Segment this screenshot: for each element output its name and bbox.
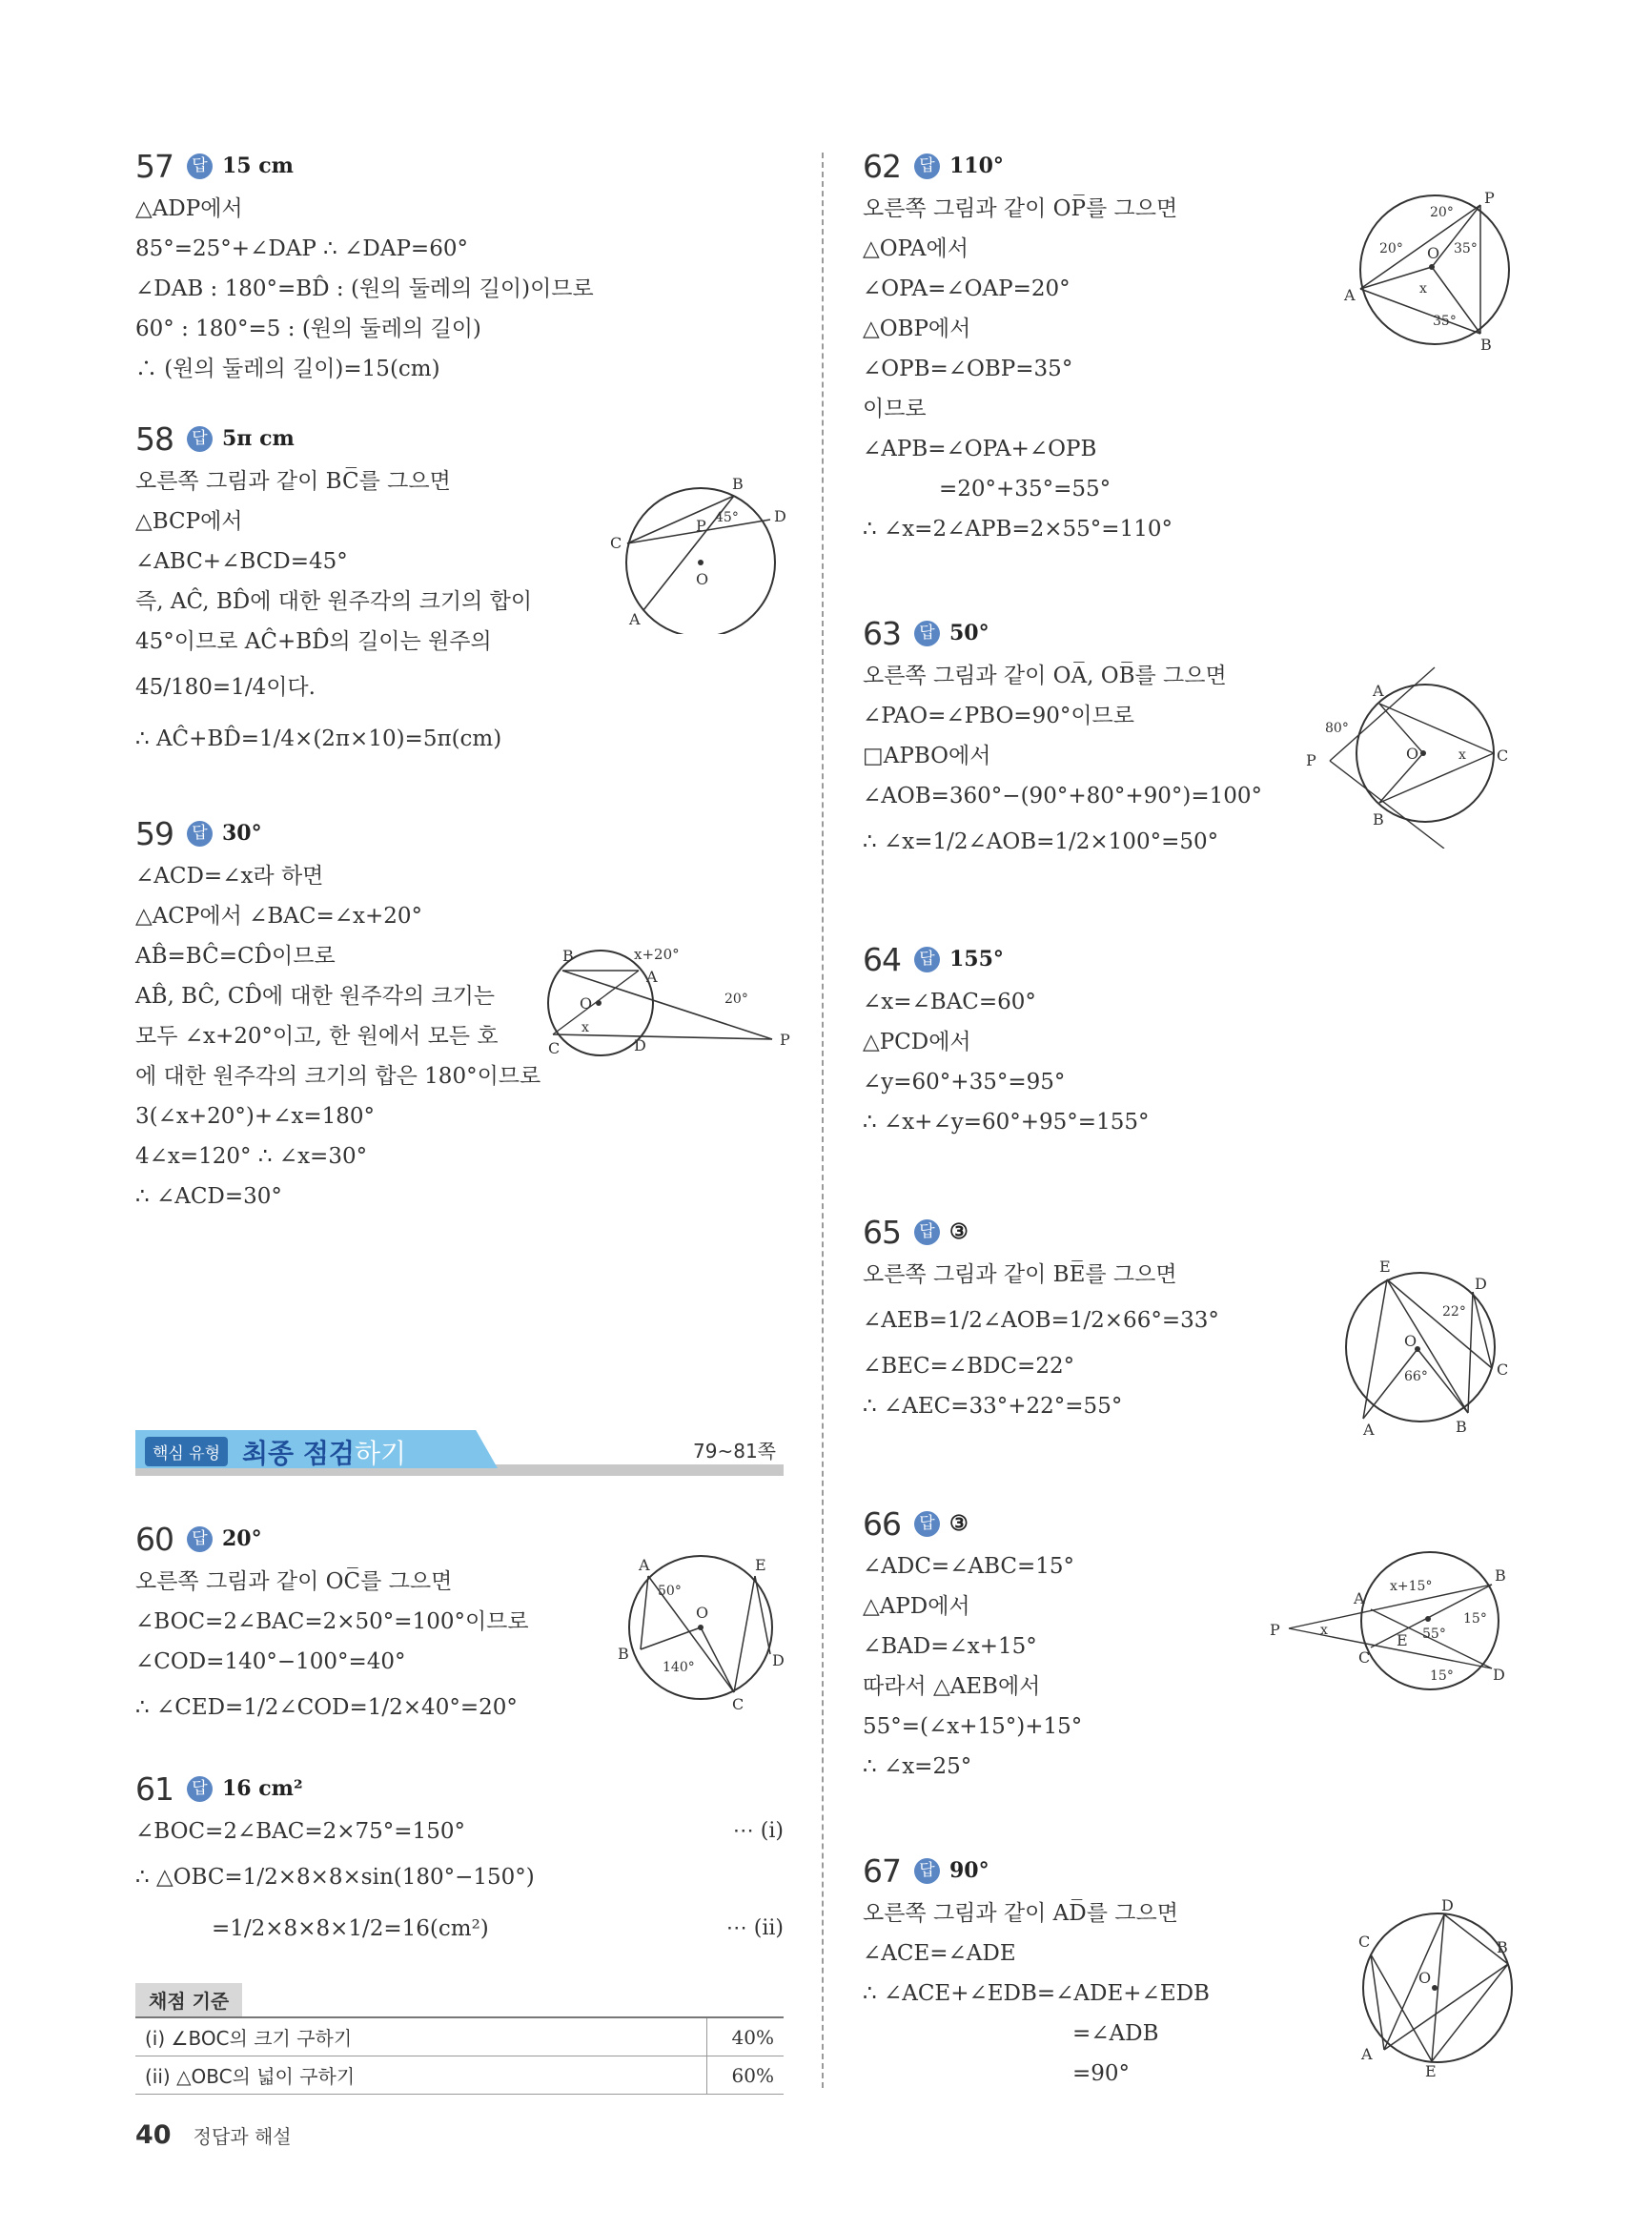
label-B: B: [618, 1645, 629, 1663]
step-tag: ⋯ (ii): [725, 1916, 784, 1940]
solution-line: ∠y=60°+35°=95°: [863, 1070, 1066, 1095]
solution-line: ∠x=∠BAC=60°: [863, 990, 1036, 1014]
label-D: D: [1493, 1666, 1505, 1684]
solution-line: =90°: [1072, 2061, 1131, 2086]
solution-line: △BCP에서: [135, 509, 243, 534]
problem-number: 59: [135, 814, 173, 852]
answer-value: 20°: [222, 1526, 262, 1551]
problem-number: 67: [863, 1852, 901, 1890]
problem-header: [135, 1766, 784, 1811]
label-80: 80°: [1325, 721, 1349, 736]
solution-line: 에 대한 원주각의 크기의 합은 180°이므로: [135, 1064, 541, 1089]
label-x: x: [1419, 281, 1427, 297]
answer-value: ③: [949, 1219, 969, 1244]
solution-line: ∠AEB=1/2∠AOB=1/2×66°=33°: [863, 1308, 1219, 1333]
answer-value: 50°: [949, 621, 989, 645]
grading-table: [135, 2016, 784, 2095]
answer-value: 15 cm: [222, 153, 294, 178]
solution-line: AB̂, BĈ, CD̂에 대한 원주각의 크기는: [135, 984, 496, 1009]
figure-62: [1339, 186, 1520, 358]
figure-67: [1354, 1897, 1516, 2078]
problem-number: 60: [135, 1520, 173, 1558]
problem-61: [135, 1766, 784, 1954]
label-O: O: [1406, 745, 1419, 763]
answer-value: 5π cm: [222, 426, 295, 451]
label-66: 66°: [1404, 1369, 1428, 1384]
answer-badge: 답: [914, 947, 940, 972]
solution-line: AB̂=BĈ=CD̂이므로: [135, 944, 336, 969]
label-B: B: [1497, 1938, 1508, 1956]
solution-line: =20°+35°=55°: [939, 477, 1112, 501]
solution-line: 모두 ∠x+20°이고, 한 원에서 모든 호: [135, 1024, 499, 1049]
answer-value: 90°: [949, 1858, 989, 1883]
label-D: D: [634, 1036, 646, 1054]
label-15b: 15°: [1430, 1668, 1454, 1684]
problem-number: 58: [135, 419, 173, 458]
answer-badge: 답: [187, 821, 213, 847]
problem-number: 57: [135, 147, 173, 185]
label-E: E: [755, 1556, 766, 1574]
answer-value: 110°: [949, 153, 1004, 178]
answer-value: 30°: [222, 821, 262, 846]
problem-64: [863, 936, 1511, 1142]
label-E: E: [1397, 1631, 1408, 1649]
problem-header: [135, 143, 784, 189]
section-title-rest: 하기: [354, 1438, 407, 1469]
solution-line: 오른쪽 그림과 같이 BE̅를 그으면: [863, 1262, 1177, 1287]
grading-percent: 60%: [707, 2056, 785, 2095]
label-20: 20°: [724, 992, 748, 1007]
section-header: [135, 1430, 784, 1476]
solution-line: ∠OPB=∠OBP=35°: [863, 357, 1073, 381]
solution-line: ∴ ∠ACE+∠EDB=∠ADE+∠EDB: [863, 1981, 1210, 2006]
figure-59: [534, 944, 796, 1068]
solution-line: ∠AOB=360°−(90°+80°+90°)=100°: [863, 784, 1263, 808]
solution-line: 오른쪽 그림과 같이 BC̅를 그으면: [135, 469, 451, 494]
label-15a: 15°: [1463, 1611, 1487, 1626]
solution-line: ∠COD=140°−100°=40°: [135, 1649, 406, 1674]
label-A: A: [1363, 1421, 1375, 1439]
solution-line: ∴ △OBC=1/2×8×8×sin(180°−150°): [135, 1865, 535, 1890]
figure-65: [1330, 1258, 1520, 1440]
answer-badge: 답: [187, 1526, 213, 1552]
label-P: P: [1270, 1621, 1280, 1639]
problem-number: 65: [863, 1213, 901, 1251]
grading-row: [135, 2056, 784, 2095]
solution-line: ∠OPA=∠OAP=20°: [863, 276, 1071, 301]
solution-line: ∴ ∠AEC=33°+22°=55°: [863, 1394, 1123, 1419]
solution-line: 3(∠x+20°)+∠x=180°: [135, 1104, 376, 1129]
label-C: C: [610, 534, 622, 552]
label-C: C: [1358, 1933, 1371, 1951]
label-B: B: [562, 947, 574, 965]
label-B: B: [1480, 336, 1492, 354]
grading-item: (ii) △OBC의 넓이 구하기: [135, 2056, 707, 2095]
solution-line: △APD에서: [863, 1594, 970, 1619]
problem-number: 64: [863, 940, 901, 978]
solution-line: ∠BEC=∠BDC=22°: [863, 1354, 1075, 1379]
problem-header: [863, 936, 1511, 982]
solution-line: ∴ ∠ACD=30°: [135, 1184, 282, 1209]
solution-text: =1/2×8×8×1/2=16(cm²): [212, 1916, 489, 1941]
solution-line: △ADP에서: [135, 196, 243, 221]
column-divider: [822, 153, 824, 2088]
solution-line: ∴ ∠x=2∠APB=2×55°=110°: [863, 517, 1173, 542]
figure-60: [610, 1549, 791, 1711]
grading-criteria: [135, 1983, 784, 2095]
label-B: B: [1373, 810, 1384, 829]
solution-line: ∴ ∠x=1/2∠AOB=1/2×100°=50°: [863, 829, 1219, 854]
label-50: 50°: [658, 1584, 682, 1599]
label-P: P: [1306, 751, 1316, 769]
solution-line: 오른쪽 그림과 같이 AD̅를 그으면: [863, 1901, 1178, 1926]
problem-57: [135, 143, 784, 389]
solution-line: △OBP에서: [863, 317, 971, 341]
footer-label: 정답과 해설: [193, 2125, 292, 2148]
solution-line: ∠BOC=2∠BAC=2×50°=100°이므로: [135, 1609, 529, 1634]
label-A: A: [1373, 682, 1384, 700]
answer-badge: 답: [914, 1219, 940, 1245]
problem-header: [863, 1501, 1511, 1546]
solution-line: ∠DAB : 180°=BD̂ : (원의 둘레의 길이)이므로: [135, 276, 594, 301]
label-C: C: [548, 1039, 561, 1057]
label-B: B: [732, 475, 744, 493]
problem-number: 61: [135, 1770, 173, 1808]
solution-line: ∠APB=∠OPA+∠OPB: [863, 437, 1097, 461]
solution-line: ∠PAO=∠PBO=90°이므로: [863, 704, 1134, 728]
label-x: x: [1458, 747, 1466, 763]
solution-line: ∠ACE=∠ADE: [863, 1941, 1016, 1966]
label-35b: 35°: [1433, 314, 1457, 329]
answer-badge: 답: [914, 1511, 940, 1537]
label-O: O: [1427, 244, 1440, 262]
answer-badge: 답: [187, 153, 213, 179]
label-O: O: [580, 994, 593, 1013]
label-C: C: [732, 1695, 744, 1711]
problem-number: 66: [863, 1504, 901, 1543]
solution-line: 4∠x=120° ∴ ∠x=30°: [135, 1144, 368, 1169]
solution-line: 45°이므로 AĈ+BD̂의 길이는 원주의: [135, 629, 492, 654]
solution-line: ∴ ∠x+∠y=60°+95°=155°: [863, 1110, 1150, 1135]
solution-line: 45/180=1/4이다.: [135, 675, 316, 700]
label-D: D: [1441, 1897, 1454, 1914]
solution-line: 이므로: [863, 397, 927, 421]
solution-line: △ACP에서 ∠BAC=∠x+20°: [135, 904, 423, 929]
label-A: A: [629, 610, 641, 628]
label-P: P: [780, 1031, 790, 1049]
solution-line: 따라서 △AEB에서: [863, 1674, 1041, 1699]
label-C: C: [1497, 747, 1509, 765]
label-20b: 20°: [1379, 241, 1403, 256]
solution-line: 오른쪽 그림과 같이 OP̅를 그으면: [863, 196, 1178, 221]
solution-line: [135, 1903, 784, 1954]
problem-number: 63: [863, 614, 901, 652]
label-A: A: [1354, 1589, 1365, 1607]
problem-header: [863, 143, 1511, 189]
label-B: B: [1495, 1566, 1506, 1585]
label-O: O: [1418, 1969, 1432, 1987]
figure-66: [1268, 1545, 1525, 1697]
label-55: 55°: [1422, 1626, 1446, 1642]
label-D: D: [774, 507, 786, 525]
label-x: x: [1320, 1623, 1328, 1638]
label-O: O: [1404, 1332, 1417, 1350]
grading-row: [135, 2017, 784, 2056]
grading-title: 채점 기준: [135, 1983, 242, 2016]
section-title: [242, 1433, 406, 1471]
problem-header: [863, 1848, 1511, 1893]
label-C: C: [1358, 1648, 1371, 1667]
label-x: x: [581, 1020, 589, 1035]
solution-line: ∴ (원의 둘레의 길이)=15(cm): [135, 357, 440, 381]
figure-63: [1301, 658, 1520, 849]
label-A: A: [646, 968, 658, 986]
label-C: C: [1497, 1361, 1509, 1379]
grading-item: (i) ∠BOC의 크기 구하기: [135, 2017, 707, 2056]
label-O: O: [696, 1604, 709, 1622]
answer-badge: 답: [187, 426, 213, 452]
solution-line: △OPA에서: [863, 236, 969, 261]
answer-badge: 답: [914, 1858, 940, 1884]
solution-text: ∠BOC=2∠BAC=2×75°=150°: [135, 1819, 465, 1844]
label-35a: 35°: [1454, 241, 1478, 256]
section-title-bold: 최종 점검: [242, 1438, 355, 1469]
solution-line: 55°=(∠x+15°)+15°: [863, 1714, 1083, 1739]
answer-badge: 답: [914, 621, 940, 646]
label-O: O: [696, 570, 709, 588]
problem-header: [135, 810, 784, 856]
step-tag: ⋯ (i): [732, 1819, 784, 1843]
section-pages: 79~81쪽: [693, 1440, 776, 1463]
page-footer: [135, 2120, 292, 2150]
label-E: E: [1379, 1258, 1391, 1276]
solution-line: ∠BAD=∠x+15°: [863, 1634, 1037, 1659]
solution-line: 60° : 180°=5 : (원의 둘레의 길이): [135, 317, 481, 341]
label-D: D: [772, 1651, 785, 1669]
answer-badge: 답: [914, 153, 940, 179]
solution-line: ∠ACD=∠x라 하면: [135, 864, 324, 889]
label-A: A: [1361, 2045, 1373, 2063]
label-22: 22°: [1442, 1304, 1466, 1320]
label-E: E: [1425, 2062, 1437, 2078]
solution-line: ∠ABC+∠BCD=45°: [135, 549, 348, 574]
label-A: A: [1344, 286, 1356, 304]
label-D: D: [1475, 1275, 1487, 1293]
figure-58: [601, 472, 791, 634]
solution-line: △PCD에서: [863, 1030, 971, 1054]
answer-value: ③: [949, 1511, 969, 1536]
solution-line: 즉, AĈ, BD̂에 대한 원주각의 크기의 합이: [135, 589, 533, 614]
problem-number: 62: [863, 147, 901, 185]
solution-line: □APBO에서: [863, 744, 991, 768]
solution-line: =∠ADB: [1072, 2021, 1159, 2046]
label-A: A: [639, 1556, 650, 1574]
solution-line: ∴ AĈ+BD̂=1/4×(2π×10)=5π(cm): [135, 726, 502, 751]
solution-line: ∴ ∠CED=1/2∠COD=1/2×40°=20°: [135, 1695, 518, 1720]
solution-line: 오른쪽 그림과 같이 OC̅를 그으면: [135, 1569, 453, 1594]
solution-line: ∴ ∠x=25°: [863, 1754, 972, 1779]
solution-line: [135, 1811, 784, 1852]
solution-line: 85°=25°+∠DAP ∴ ∠DAP=60°: [135, 236, 468, 261]
answer-badge: 답: [187, 1776, 213, 1802]
label-angle-BAC: x+20°: [634, 946, 680, 963]
label-20a: 20°: [1430, 205, 1454, 220]
answer-value: 155°: [949, 947, 1004, 972]
problem-header: [863, 610, 1511, 656]
answer-value: 16 cm²: [222, 1776, 303, 1801]
solution-line: 오른쪽 그림과 같이 OA̅, OB̅를 그으면: [863, 664, 1227, 688]
label-xplus15: x+15°: [1390, 1579, 1433, 1594]
label-B: B: [1456, 1418, 1467, 1436]
label-P: P: [696, 517, 706, 535]
page-number: 40: [135, 2120, 172, 2150]
solution-line: ∠ADC=∠ABC=15°: [863, 1554, 1075, 1579]
problem-header: [863, 1209, 1511, 1255]
label-angle: 45°: [715, 510, 739, 525]
problem-header: [135, 416, 784, 461]
label-140: 140°: [663, 1660, 695, 1675]
grading-percent: 40%: [707, 2017, 785, 2056]
label-P: P: [1484, 189, 1495, 207]
section-chip: 핵심 유형: [145, 1437, 228, 1466]
